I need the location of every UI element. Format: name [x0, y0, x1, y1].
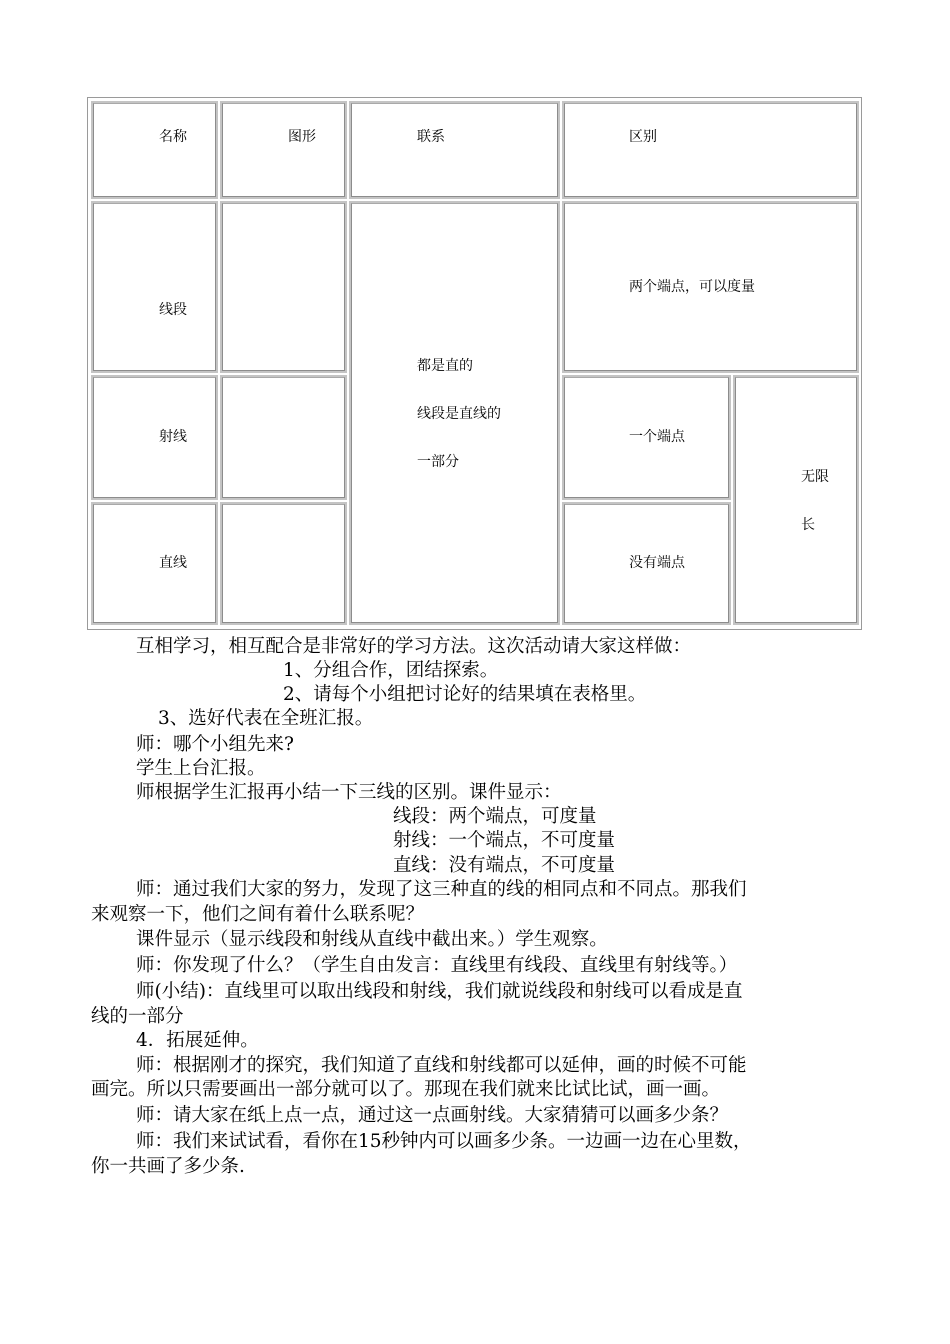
line-difference-text: 没有端点	[629, 555, 685, 571]
line-name-text: 直线	[159, 555, 187, 571]
ray-figure-cell	[220, 375, 347, 500]
body-line-10: 直线：没有端点，不可度量	[393, 855, 616, 876]
body-line-16: 线的一部分	[91, 1006, 184, 1027]
body-line-7: 师根据学生汇报再小结一下三线的区别。课件显示：	[136, 782, 562, 803]
body-line-4: 3、选好代表在全班汇报。	[158, 708, 374, 729]
segment-name-cell	[91, 201, 218, 373]
segment-figure-cell	[220, 201, 347, 373]
body-line-22: 你一共画了多少条.	[91, 1156, 245, 1177]
line-figure-cell	[220, 502, 347, 625]
body-line-21: 师：我们来试试看，看你在15秒钟内可以画多少条。一边画一边在心里数，	[136, 1131, 752, 1152]
header-cell-figure	[220, 101, 347, 199]
relation-text-1: 都是直的	[417, 358, 473, 374]
header-cell-difference	[562, 101, 859, 199]
ray-name-cell	[91, 375, 218, 500]
segment-name-text: 线段	[159, 302, 187, 318]
body-line-11: 师：通过我们大家的努力，发现了这三种直的线的相同点和不同点。那我们	[136, 879, 747, 900]
body-line-9: 射线：一个端点，不可度量	[393, 830, 616, 851]
body-line-15: 师(小结)：直线里可以取出线段和射线，我们就说线段和射线可以看成是直	[136, 981, 743, 1002]
body-line-13: 课件显示（显示线段和射线从直线中截出来。）学生观察。	[136, 929, 608, 950]
body-line-1: 互相学习，相互配合是非常好的学习方法。这次活动请大家这样做：	[136, 636, 692, 657]
body-line-8: 线段：两个端点，可度量	[393, 806, 597, 827]
body-line-2: 1、分组合作，团结探索。	[283, 660, 499, 681]
header-name-text: 名称	[159, 129, 187, 145]
line-name-cell	[91, 502, 218, 625]
ray-name-text: 射线	[159, 429, 187, 445]
header-figure-text: 图形	[288, 129, 316, 145]
body-line-18: 师：根据刚才的探究，我们知道了直线和射线都可以延伸，画的时候不可能	[136, 1055, 747, 1076]
relation-text-2: 线段是直线的	[417, 406, 501, 422]
header-cell-relation	[349, 101, 560, 199]
header-difference-text: 区别	[629, 129, 657, 145]
relation-text-3: 一部分	[417, 454, 459, 470]
ray-difference-text: 一个端点	[629, 429, 685, 445]
header-relation-text: 联系	[417, 129, 445, 145]
body-line-17: 4．拓展延伸。	[136, 1030, 259, 1051]
body-line-20: 师：请大家在纸上点一点，通过这一点画射线。大家猜猜可以画多少条？	[136, 1105, 729, 1126]
body-line-6: 学生上台汇报。	[136, 758, 266, 779]
infinite-text-2: 长	[801, 517, 815, 533]
infinite-merged-cell	[733, 375, 859, 625]
body-line-5: 师：哪个小组先来?	[136, 734, 294, 755]
body-line-3: 2、请每个小组把讨论好的结果填在表格里。	[283, 684, 647, 705]
body-line-14: 师：你发现了什么？（学生自由发言：直线里有线段、直线里有射线等。）	[136, 955, 738, 976]
header-cell-name	[91, 101, 218, 199]
segment-difference-text: 两个端点，可以度量	[629, 279, 755, 295]
body-line-12: 来观察一下，他们之间有着什么联系呢？	[91, 904, 425, 925]
body-line-19: 画完。所以只需要画出一部分就可以了。那现在我们就来比试比试，画一画。	[91, 1079, 721, 1100]
infinite-text-1: 无限	[801, 469, 829, 485]
